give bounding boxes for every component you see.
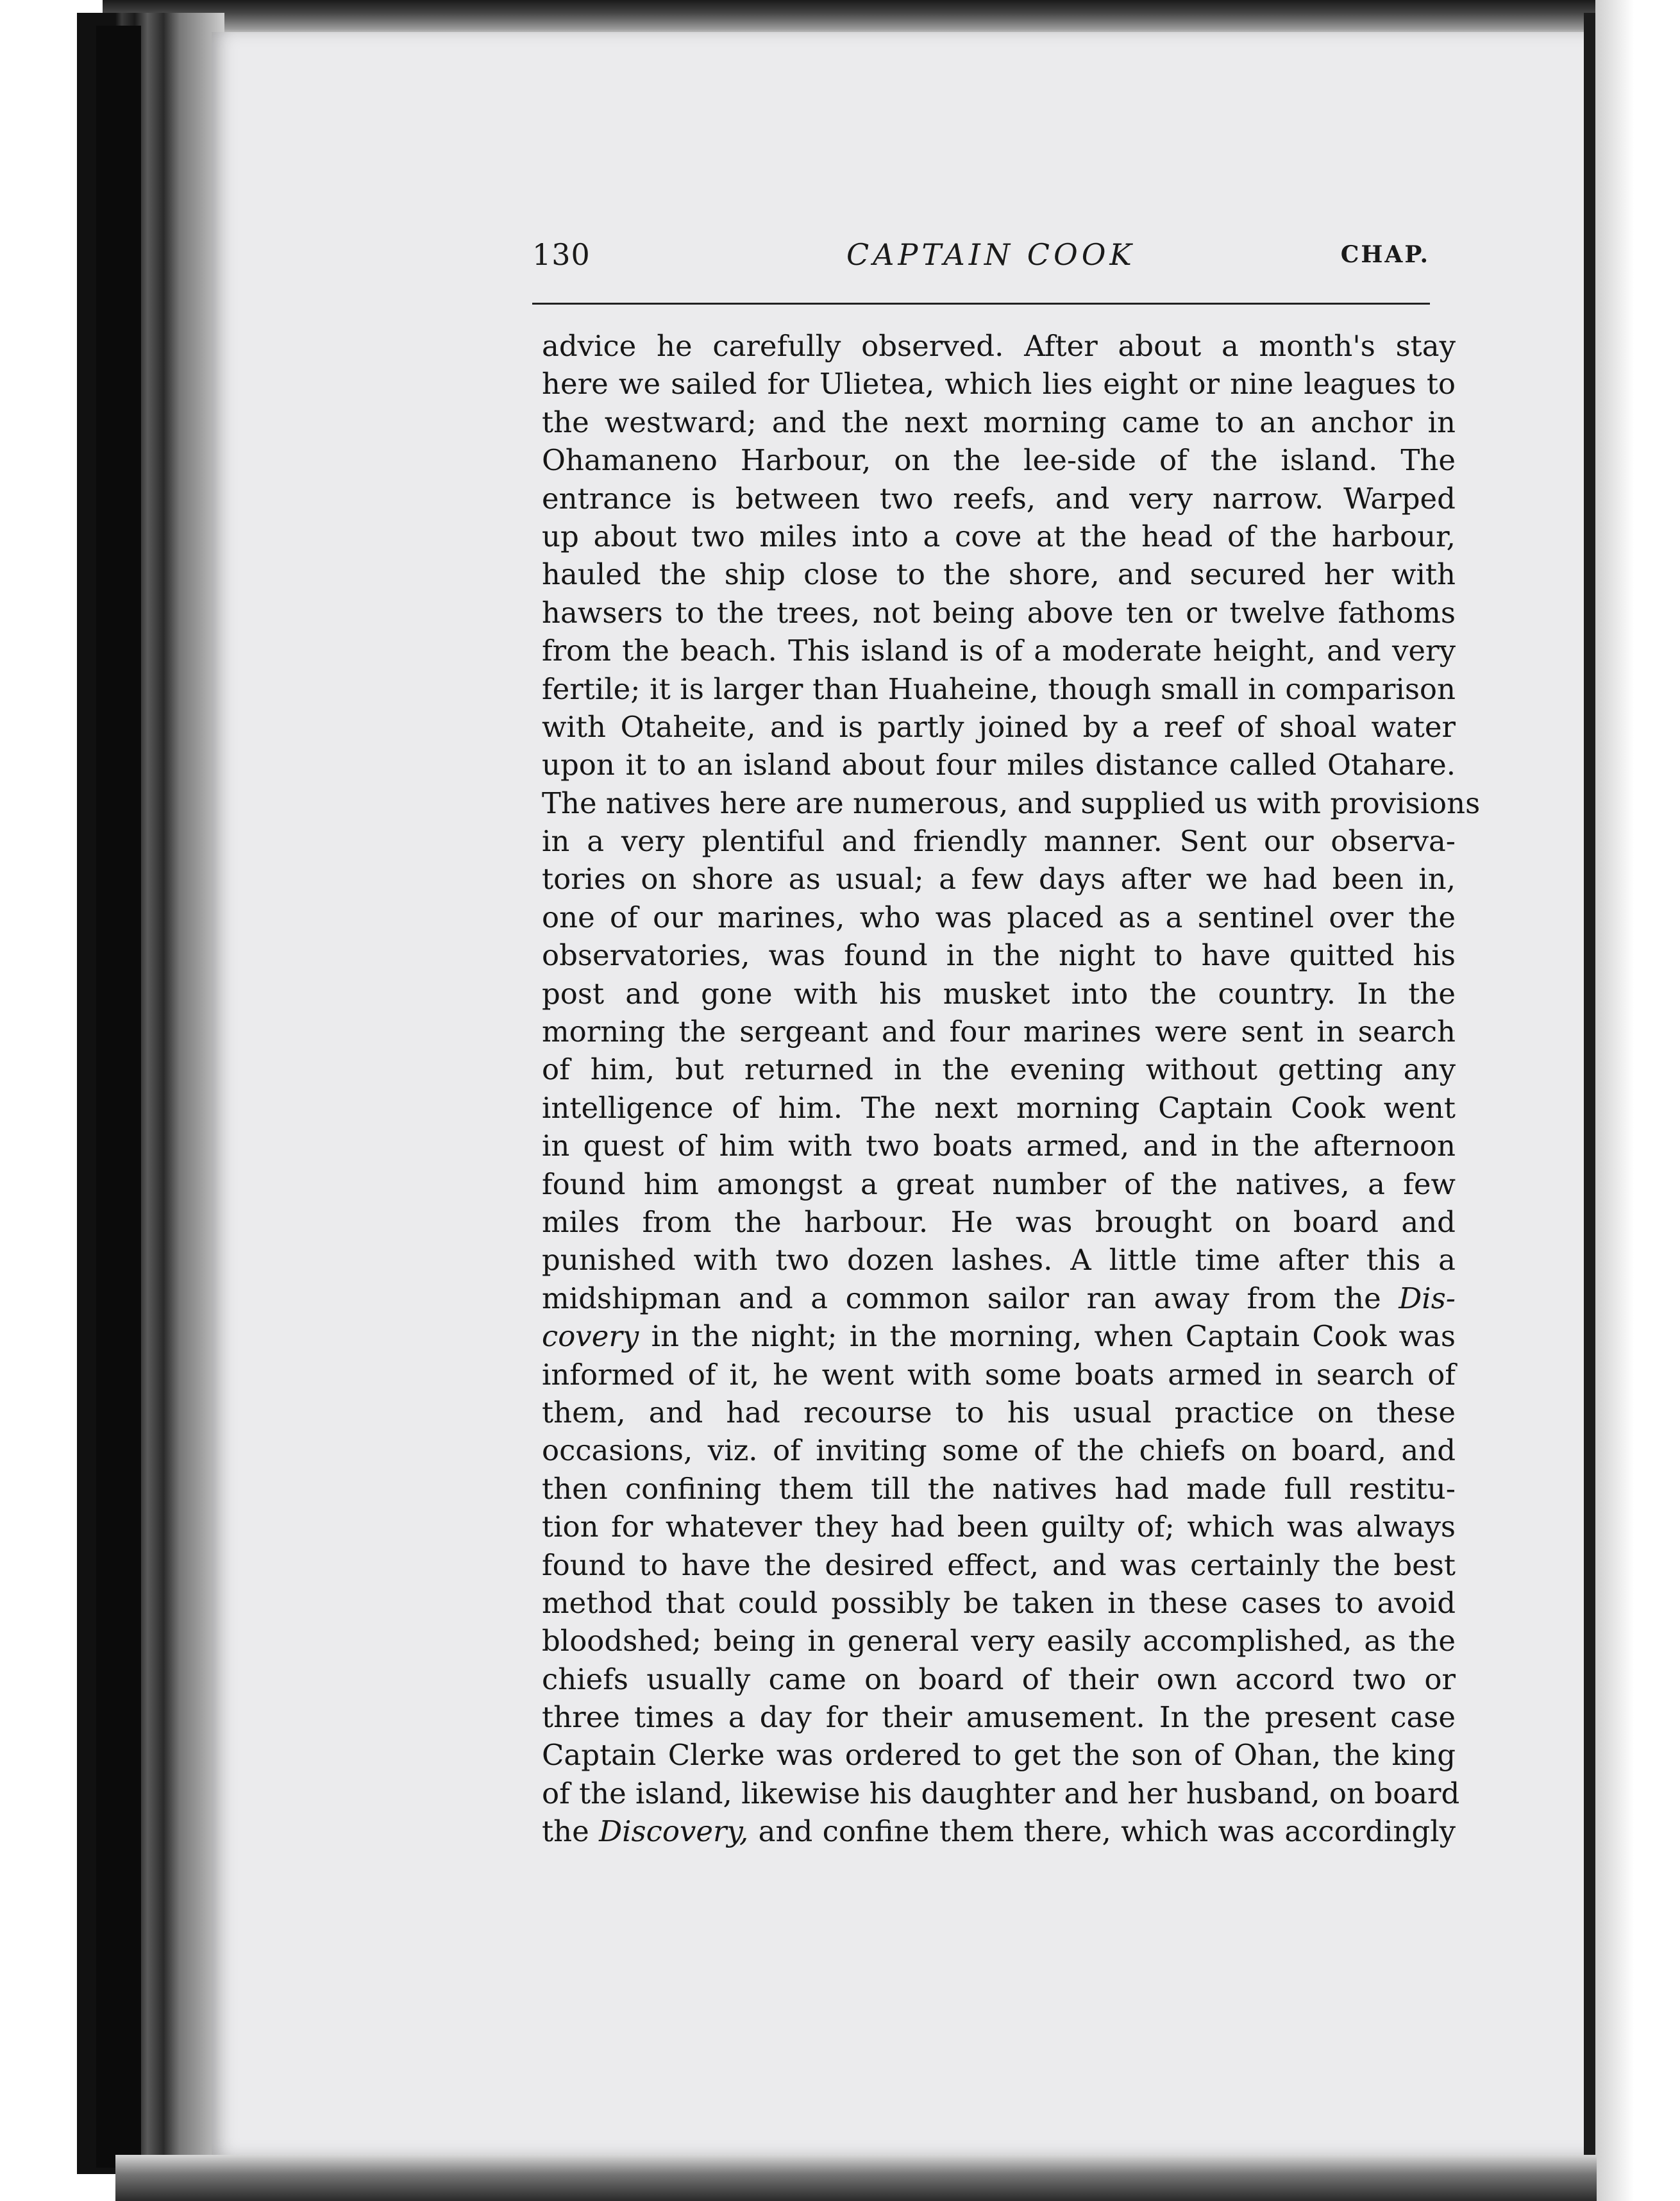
running-head — [532, 237, 1430, 289]
facing-page-edge — [1595, 0, 1680, 2201]
page-gutter — [1584, 13, 1595, 2180]
body-text — [542, 327, 1481, 1851]
line-text: in the night; in the morning, when Captain Cook was — [651, 1319, 1456, 1354]
text-line: of him, but returned in the evening without getting any — [542, 1052, 1456, 1087]
text-line: the westward; and the next morning came to an anchor in — [542, 405, 1456, 439]
text-line: up about two miles into a cove at the head of the harbour, — [542, 519, 1456, 553]
text-line: morning the sergeant and four marines were sent in search — [542, 1015, 1456, 1049]
text-line: in a very plentiful and friendly manner. Sent our observa- — [542, 824, 1456, 859]
text-line: occasions, viz. of inviting some of the chiefs on board, and — [542, 1433, 1456, 1468]
text-line: punished with two dozen lashes. A little time after this a — [542, 1243, 1456, 1278]
text-line — [542, 1812, 1456, 1850]
text-line — [542, 1279, 1456, 1317]
line-text: and confine them there, which was accordingly — [758, 1814, 1456, 1849]
text-line: tion for whatever they had been guilty of; which was always — [542, 1510, 1456, 1544]
text-line: advice he carefully observed. After about a month's stay — [542, 329, 1456, 363]
text-line: fertile; it is larger than Huaheine, though small in comparison — [542, 671, 1456, 706]
text-line: of the island, likewise his daughter and her husband, on board — [542, 1776, 1460, 1810]
text-line: Captain Clerke was ordered to get the son of Ohan, the king — [542, 1738, 1456, 1773]
text-line: informed of it, he went with some boats armed in search of — [542, 1357, 1456, 1392]
page-number: 130 — [532, 237, 591, 272]
text-line: post and gone with his musket into the country. In the — [542, 976, 1456, 1011]
text-line: entrance is between two reefs, and very narrow. Warped — [542, 481, 1456, 516]
text-line: bloodshed; being in general very easily accomplished, as the — [542, 1624, 1456, 1658]
text-line: Ohamaneno Harbour, on the lee-side of the island. The — [542, 443, 1456, 478]
text-line: one of our marines, who was placed as a sentinel over the — [542, 900, 1456, 934]
book-spine — [96, 26, 141, 2168]
text-line: intelligence of him. The next morning Captain Cook went — [542, 1090, 1456, 1125]
text-line: with Otaheite, and is partly joined by a reef of shoal water — [542, 709, 1456, 744]
page-bottom-edge — [115, 2155, 1597, 2201]
text-line: here we sailed for Ulietea, which lies eight or nine leagues to — [542, 367, 1456, 401]
text-line: hawsers to the trees, not being above ten or twelve fathoms — [542, 595, 1456, 630]
italic-ship-name: Dis- — [1399, 1281, 1456, 1315]
text-line: from the beach. This island is of a moderate height, and very — [542, 634, 1456, 668]
running-title: CAPTAIN COOK — [846, 237, 1136, 272]
text-line: observatories, was found in the night to have quitted his — [542, 938, 1456, 973]
line-text: the — [542, 1814, 589, 1849]
text-line: hauled the ship close to the shore, and secured her with — [542, 557, 1456, 592]
text-line: found to have the desired effect, and was certainly the best — [542, 1547, 1456, 1582]
italic-ship-name: Discovery, — [599, 1814, 749, 1849]
text-line: chiefs usually came on board of their own accord two or — [542, 1662, 1456, 1696]
header-rule — [532, 303, 1430, 305]
text-line: then confining them till the natives had made full restitu- — [542, 1471, 1456, 1506]
line-text: midshipman and a common sailor ran away from the — [542, 1281, 1381, 1315]
text-line: upon it to an island about four miles distance called Otahare. — [542, 748, 1456, 782]
text-line: three times a day for their amusement. In the present case — [542, 1700, 1456, 1735]
text-line: method that could possibly be taken in these cases to avoid — [542, 1585, 1456, 1620]
italic-ship-name: covery — [542, 1319, 639, 1354]
text-line: them, and had recourse to his usual practice on these — [542, 1395, 1456, 1429]
text-line: tories on shore as usual; a few days after we had been in, — [542, 862, 1456, 897]
text-line — [542, 1317, 1456, 1355]
text-line: found him amongst a great number of the natives, a few — [542, 1167, 1456, 1201]
text-line: miles from the harbour. He was brought on board and — [542, 1204, 1456, 1239]
text-line: The natives here are numerous, and supplied us with provisions — [542, 786, 1481, 820]
text-line: in quest of him with two boats armed, and in the afternoon — [542, 1129, 1456, 1163]
chapter-label: CHAP. — [1340, 241, 1430, 268]
